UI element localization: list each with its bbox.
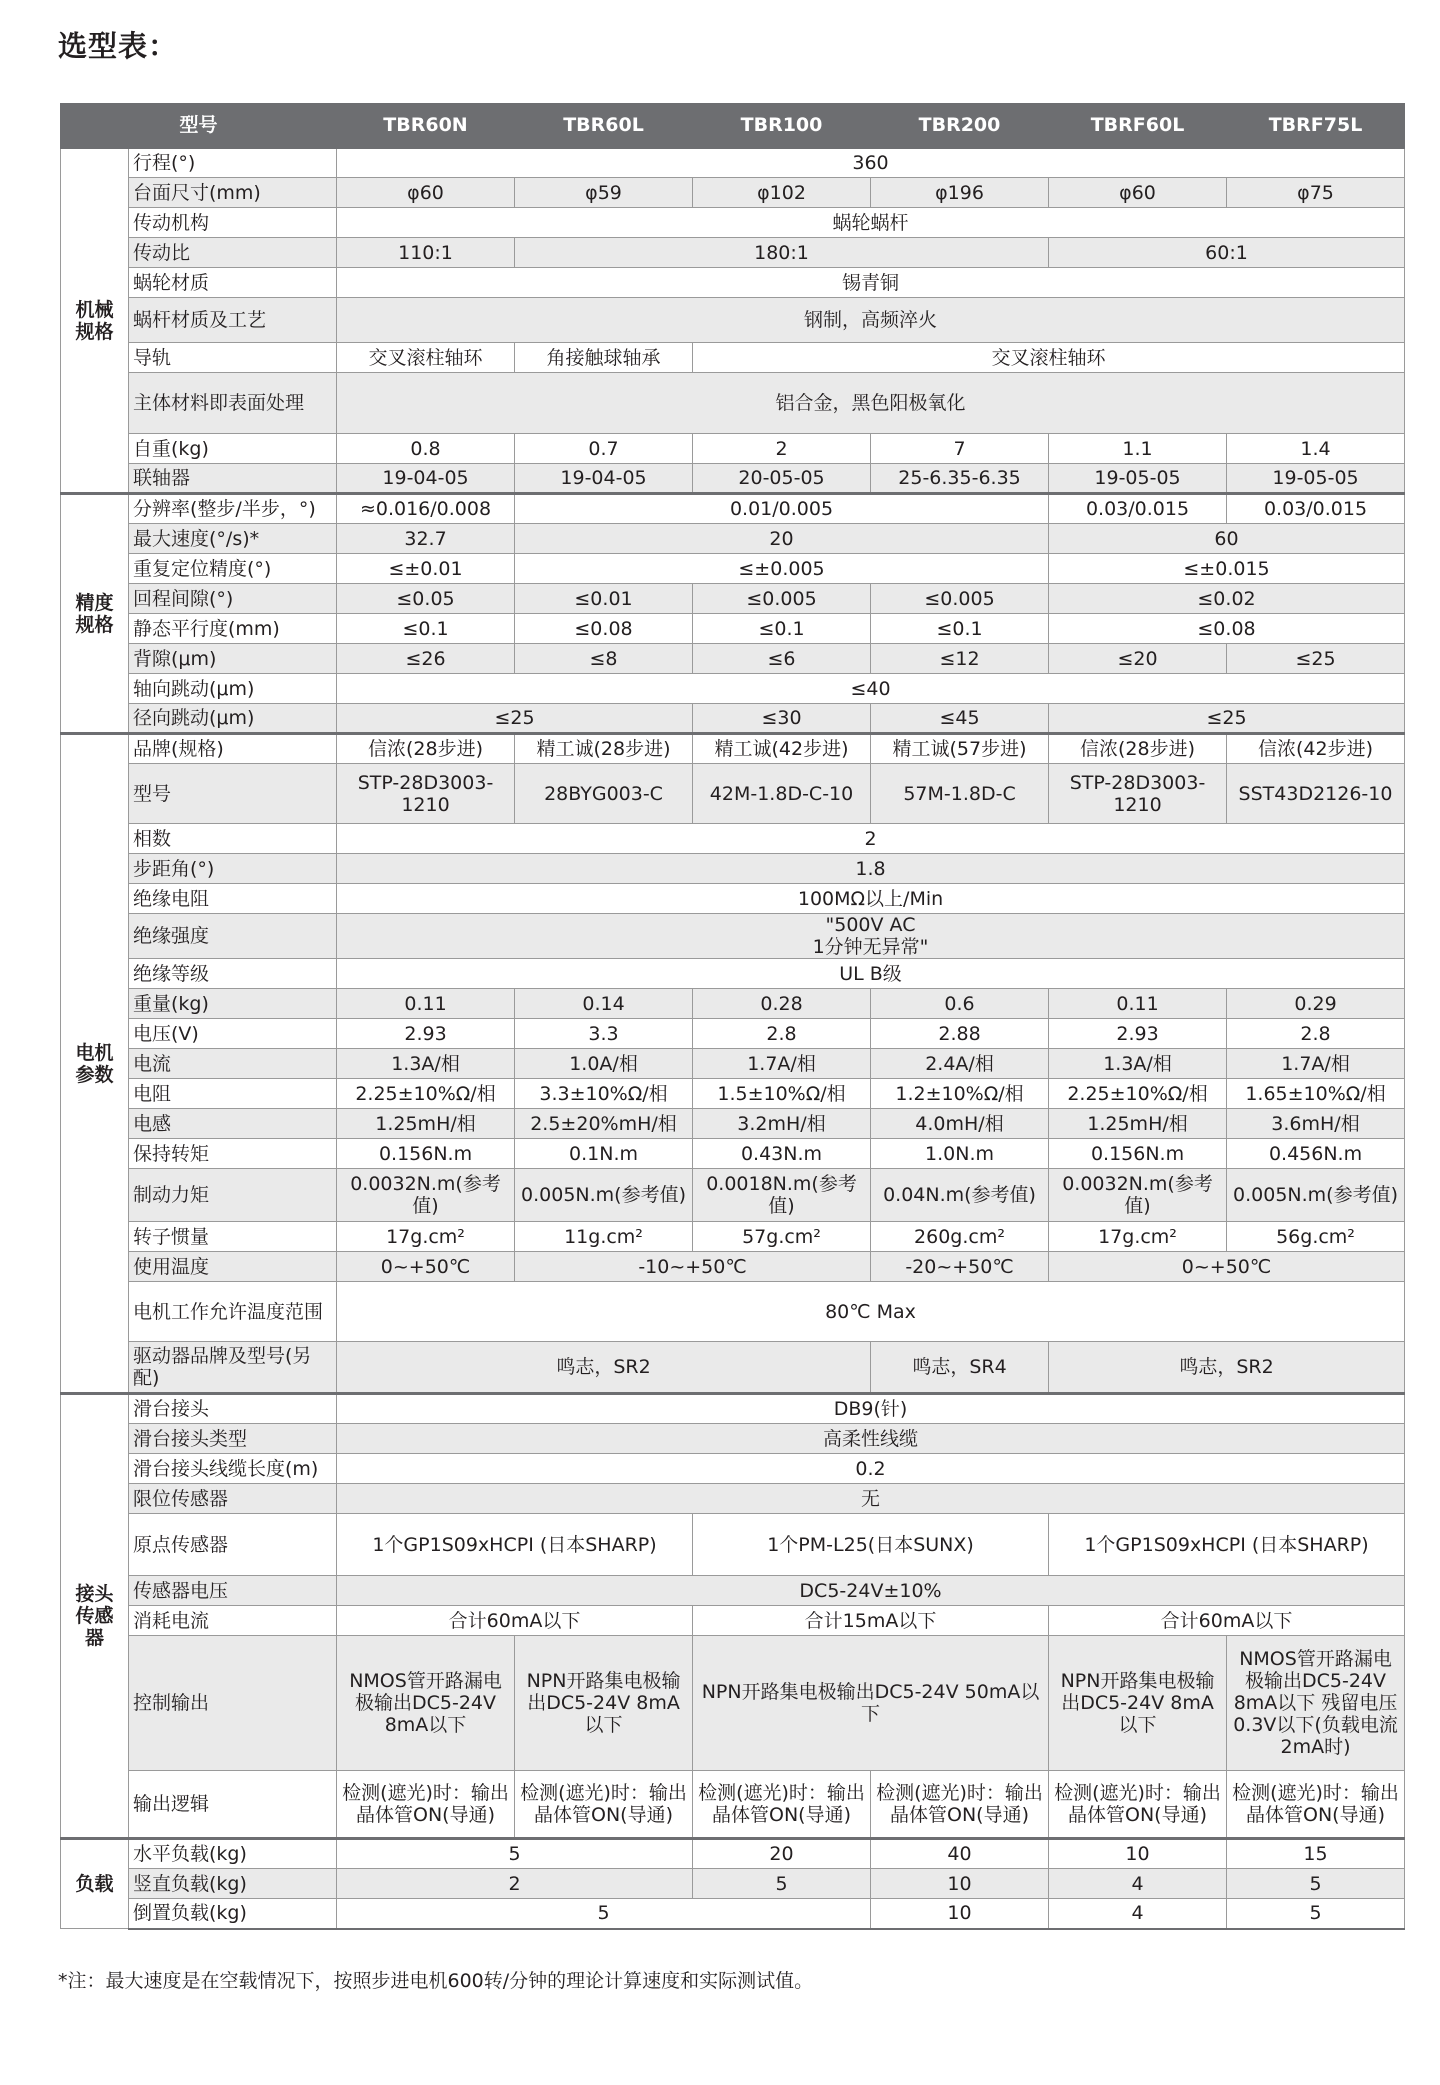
table-cell: 合计60mA以下 xyxy=(1049,1606,1405,1636)
table-cell: 0.29 xyxy=(1227,989,1405,1019)
row-label: 背隙(μm) xyxy=(129,644,337,674)
row-label: 驱动器品牌及型号(另配) xyxy=(129,1342,337,1394)
table-cell: NPN开路集电极输出DC5-24V 8mA以下 xyxy=(1049,1636,1227,1771)
table-row xyxy=(61,704,1405,734)
table-cell: ≤±0.015 xyxy=(1049,554,1405,584)
table-cell: 1.3A/相 xyxy=(337,1049,515,1079)
table-row xyxy=(61,1424,1405,1454)
table-cell: 角接触球轴承 xyxy=(515,343,693,373)
table-cell: 60:1 xyxy=(1049,238,1405,268)
row-label: 转子惯量 xyxy=(129,1222,337,1252)
table-row xyxy=(61,1019,1405,1049)
page-title: 选型表： xyxy=(58,29,179,63)
table-cell: 19-04-05 xyxy=(515,464,693,494)
table-cell: NMOS管开路漏电极输出DC5-24V 8mA以下 xyxy=(337,1636,515,1771)
table-cell: STP-28D3003-1210 xyxy=(1049,764,1227,824)
table-cell: 25-6.35-6.35 xyxy=(871,464,1049,494)
table-row xyxy=(61,178,1405,208)
table-cell: 信浓(28步进) xyxy=(337,734,515,764)
section-name: 负载 xyxy=(61,1839,129,1929)
table-cell: 20-05-05 xyxy=(693,464,871,494)
table-cell: 110:1 xyxy=(337,238,515,268)
table-cell: 无 xyxy=(337,1484,1405,1514)
row-label: 相数 xyxy=(129,824,337,854)
table-cell: ≤25 xyxy=(1227,644,1405,674)
table-row xyxy=(61,373,1405,434)
row-label: 传动机构 xyxy=(129,208,337,238)
row-label: 自重(kg) xyxy=(129,434,337,464)
table-cell: 检测(遮光)时：输出晶体管ON(导通) xyxy=(1227,1771,1405,1839)
table-cell: 铝合金，黑色阳极氧化 xyxy=(337,373,1405,434)
table-cell: ≤6 xyxy=(693,644,871,674)
row-label: 绝缘强度 xyxy=(129,914,337,959)
table-row xyxy=(61,148,1405,178)
header-model: TBR60L xyxy=(515,104,693,148)
row-label: 绝缘等级 xyxy=(129,959,337,989)
table-cell: 钢制，高频淬火 xyxy=(337,298,1405,343)
table-cell: 0.7 xyxy=(515,434,693,464)
table-cell: 3.6mH/相 xyxy=(1227,1109,1405,1139)
table-cell: 合计15mA以下 xyxy=(693,1606,1049,1636)
table-row xyxy=(61,1109,1405,1139)
table-cell: 0.156N.m xyxy=(337,1139,515,1169)
row-label: 联轴器 xyxy=(129,464,337,494)
table-cell: 28BYG003-C xyxy=(515,764,693,824)
table-row xyxy=(61,824,1405,854)
table-cell: 80℃ Max xyxy=(337,1282,1405,1342)
table-cell: 0~+50℃ xyxy=(337,1252,515,1282)
table-cell: 1.4 xyxy=(1227,434,1405,464)
table-cell: 1.0N.m xyxy=(871,1139,1049,1169)
table-row xyxy=(61,1636,1405,1771)
table-row xyxy=(61,989,1405,1019)
row-label: 蜗杆材质及工艺 xyxy=(129,298,337,343)
row-label: 消耗电流 xyxy=(129,1606,337,1636)
table-cell: 5 xyxy=(1227,1899,1405,1929)
table-row xyxy=(61,268,1405,298)
table-cell: 2.4A/相 xyxy=(871,1049,1049,1079)
table-cell: 2 xyxy=(693,434,871,464)
table-cell: 1个GP1S09xHCPI (日本SHARP) xyxy=(1049,1514,1405,1576)
table-cell: 0.005N.m(参考值) xyxy=(515,1169,693,1222)
table-row xyxy=(61,734,1405,764)
row-label: 控制输出 xyxy=(129,1636,337,1771)
table-cell: 0.11 xyxy=(337,989,515,1019)
table-cell: 1.8 xyxy=(337,854,1405,884)
table-row xyxy=(61,1049,1405,1079)
section-1 xyxy=(61,494,1405,734)
table-cell: 0.456N.m xyxy=(1227,1139,1405,1169)
table-cell: 检测(遮光)时：输出晶体管ON(导通) xyxy=(1049,1771,1227,1839)
table-cell: STP-28D3003-1210 xyxy=(337,764,515,824)
section-4 xyxy=(61,1839,1405,1929)
row-label: 重量(kg) xyxy=(129,989,337,1019)
table-row xyxy=(61,464,1405,494)
table-cell: ≤45 xyxy=(871,704,1049,734)
table-cell: 0.0032N.m(参考值) xyxy=(1049,1169,1227,1222)
table-cell: ≤30 xyxy=(693,704,871,734)
table-cell: 检测(遮光)时：输出晶体管ON(导通) xyxy=(871,1771,1049,1839)
table-cell: 57M-1.8D-C xyxy=(871,764,1049,824)
table-row xyxy=(61,1169,1405,1222)
row-label: 输出逻辑 xyxy=(129,1771,337,1839)
row-label: 原点传感器 xyxy=(129,1514,337,1576)
table-cell: 0.2 xyxy=(337,1454,1405,1484)
table-cell: ≤0.1 xyxy=(693,614,871,644)
table-cell: 0.14 xyxy=(515,989,693,1019)
table-cell: 57g.cm² xyxy=(693,1222,871,1252)
table-cell: 0.0032N.m(参考值) xyxy=(337,1169,515,1222)
row-label: 型号 xyxy=(129,764,337,824)
table-cell: NMOS管开路漏电极输出DC5-24V 8mA以下 残留电压0.3V以下(负载电流2mA时) xyxy=(1227,1636,1405,1771)
header-model: TBR60N xyxy=(337,104,515,148)
table-row xyxy=(61,914,1405,959)
table-cell: 10 xyxy=(871,1899,1049,1929)
row-label: 滑台接头 xyxy=(129,1394,337,1424)
table-cell: 锡青铜 xyxy=(337,268,1405,298)
table-row xyxy=(61,674,1405,704)
table-cell: ≤12 xyxy=(871,644,1049,674)
table-cell: ≤0.005 xyxy=(693,584,871,614)
table-cell: ≤0.01 xyxy=(515,584,693,614)
table-cell: 2.25±10%Ω/相 xyxy=(1049,1079,1227,1109)
table-cell: φ75 xyxy=(1227,178,1405,208)
table-cell: 5 xyxy=(1227,1869,1405,1899)
table-cell: 4 xyxy=(1049,1899,1227,1929)
table-cell: 360 xyxy=(337,148,1405,178)
table-cell: 60 xyxy=(1049,524,1405,554)
table-cell: φ102 xyxy=(693,178,871,208)
table-cell: 蜗轮蜗杆 xyxy=(337,208,1405,238)
table-cell: 3.3 xyxy=(515,1019,693,1049)
table-cell: ≈0.016/0.008 xyxy=(337,494,515,524)
table-row xyxy=(61,644,1405,674)
table-cell: 鸣志，SR2 xyxy=(337,1342,871,1394)
row-label: 绝缘电阻 xyxy=(129,884,337,914)
table-cell: 2 xyxy=(337,1869,693,1899)
table-row xyxy=(61,1454,1405,1484)
table-row xyxy=(61,1514,1405,1576)
table-cell: φ60 xyxy=(1049,178,1227,208)
table-row xyxy=(61,584,1405,614)
table-cell: 0.005N.m(参考值) xyxy=(1227,1169,1405,1222)
table-cell: UL B级 xyxy=(337,959,1405,989)
section-0 xyxy=(61,148,1405,494)
row-label: 电阻 xyxy=(129,1079,337,1109)
table-row xyxy=(61,1282,1405,1342)
row-label: 行程(°) xyxy=(129,148,337,178)
table-cell: 0.03/0.015 xyxy=(1227,494,1405,524)
table-cell: -20~+50℃ xyxy=(871,1252,1049,1282)
table-row xyxy=(61,1576,1405,1606)
table-cell: ≤26 xyxy=(337,644,515,674)
table-cell: 40 xyxy=(871,1839,1049,1869)
table-cell: 2.8 xyxy=(1227,1019,1405,1049)
table-cell: DB9(针) xyxy=(337,1394,1405,1424)
table-cell: 19-05-05 xyxy=(1049,464,1227,494)
row-label: 静态平行度(mm) xyxy=(129,614,337,644)
table-cell: 20 xyxy=(515,524,1049,554)
row-label: 品牌(规格) xyxy=(129,734,337,764)
table-cell: 19-05-05 xyxy=(1227,464,1405,494)
table-cell: 2.5±20%mH/相 xyxy=(515,1109,693,1139)
table-cell: 15 xyxy=(1227,1839,1405,1869)
table-cell: 2 xyxy=(337,824,1405,854)
table-cell: 0.28 xyxy=(693,989,871,1019)
table-cell: ≤40 xyxy=(337,674,1405,704)
table-row xyxy=(61,1342,1405,1394)
table-cell: 5 xyxy=(337,1899,871,1929)
table-cell: 1.65±10%Ω/相 xyxy=(1227,1079,1405,1109)
table-row xyxy=(61,1222,1405,1252)
row-label: 电压(V) xyxy=(129,1019,337,1049)
table-cell: 3.3±10%Ω/相 xyxy=(515,1079,693,1109)
table-cell: 11g.cm² xyxy=(515,1222,693,1252)
table-cell: 20 xyxy=(693,1839,871,1869)
row-label: 台面尺寸(mm) xyxy=(129,178,337,208)
table-cell: 0.1N.m xyxy=(515,1139,693,1169)
section-3 xyxy=(61,1394,1405,1839)
table-row xyxy=(61,1394,1405,1424)
table-cell: 交叉滚柱轴环 xyxy=(337,343,515,373)
table-cell: 信浓(42步进) xyxy=(1227,734,1405,764)
row-label: 分辨率(整步/半步，°) xyxy=(129,494,337,524)
table-cell: 0.04N.m(参考值) xyxy=(871,1169,1049,1222)
table-cell: ≤25 xyxy=(337,704,693,734)
table-cell: 1个GP1S09xHCPI (日本SHARP) xyxy=(337,1514,693,1576)
row-label: 传感器电压 xyxy=(129,1576,337,1606)
table-cell: 0.8 xyxy=(337,434,515,464)
table-cell: 17g.cm² xyxy=(1049,1222,1227,1252)
row-label: 滑台接头线缆长度(m) xyxy=(129,1454,337,1484)
table-cell: 鸣志，SR2 xyxy=(1049,1342,1405,1394)
table-cell: 信浓(28步进) xyxy=(1049,734,1227,764)
table-cell: SST43D2126-10 xyxy=(1227,764,1405,824)
row-label: 电流 xyxy=(129,1049,337,1079)
section-name: 精度 规格 xyxy=(61,494,129,734)
table-row xyxy=(61,238,1405,268)
table-cell: 5 xyxy=(337,1839,693,1869)
footnote: *注：最大速度是在空载情况下，按照步进电机600转/分钟的理论计算速度和实际测试值。 xyxy=(58,1970,814,1992)
table-cell: ≤20 xyxy=(1049,644,1227,674)
row-label: 重复定位精度(°) xyxy=(129,554,337,584)
table-row xyxy=(61,1899,1405,1929)
table-cell: 0.0018N.m(参考值) xyxy=(693,1169,871,1222)
header-model: TBRF75L xyxy=(1227,104,1405,148)
row-label: 轴向跳动(μm) xyxy=(129,674,337,704)
row-label: 回程间隙(°) xyxy=(129,584,337,614)
row-label: 竖直负载(kg) xyxy=(129,1869,337,1899)
section-name: 接头 传感 器 xyxy=(61,1394,129,1839)
table-row xyxy=(61,1839,1405,1869)
table-row xyxy=(61,1484,1405,1514)
table-cell: 2.93 xyxy=(337,1019,515,1049)
table-cell: φ60 xyxy=(337,178,515,208)
table-cell: ≤0.08 xyxy=(1049,614,1405,644)
table-cell: 10 xyxy=(1049,1839,1227,1869)
table-cell: ≤0.1 xyxy=(871,614,1049,644)
table-cell: DC5-24V±10% xyxy=(337,1576,1405,1606)
header-model: TBRF60L xyxy=(1049,104,1227,148)
table-cell: 7 xyxy=(871,434,1049,464)
table-row xyxy=(61,854,1405,884)
table-cell: 交叉滚柱轴环 xyxy=(693,343,1405,373)
table-cell: ≤±0.005 xyxy=(515,554,1049,584)
table-row xyxy=(61,1771,1405,1839)
header-model-label: 型号 xyxy=(61,104,337,148)
section-name: 电机 参数 xyxy=(61,734,129,1394)
table-row xyxy=(61,959,1405,989)
table-cell: ≤0.005 xyxy=(871,584,1049,614)
table-cell: -10~+50℃ xyxy=(515,1252,871,1282)
table-cell: 1.1 xyxy=(1049,434,1227,464)
table-cell: 2.88 xyxy=(871,1019,1049,1049)
table-cell: 2.25±10%Ω/相 xyxy=(337,1079,515,1109)
table-cell: NPN开路集电极输出DC5-24V 50mA以下 xyxy=(693,1636,1049,1771)
table-cell: φ59 xyxy=(515,178,693,208)
row-label: 滑台接头类型 xyxy=(129,1424,337,1454)
row-label: 使用温度 xyxy=(129,1252,337,1282)
table-cell: 10 xyxy=(871,1869,1049,1899)
table-cell: 1.0A/相 xyxy=(515,1049,693,1079)
table-cell: 检测(遮光)时：输出晶体管ON(导通) xyxy=(693,1771,871,1839)
table-cell: 1.5±10%Ω/相 xyxy=(693,1079,871,1109)
header-model: TBR200 xyxy=(871,104,1049,148)
table-cell: 4.0mH/相 xyxy=(871,1109,1049,1139)
table-row xyxy=(61,298,1405,343)
section-name: 机械 规格 xyxy=(61,148,129,494)
table-cell: 鸣志，SR4 xyxy=(871,1342,1049,1394)
table-cell: 2.93 xyxy=(1049,1019,1227,1049)
table-cell: ≤±0.01 xyxy=(337,554,515,584)
table-row xyxy=(61,343,1405,373)
table-cell: 1.7A/相 xyxy=(693,1049,871,1079)
table-cell: 180:1 xyxy=(515,238,1049,268)
table-cell: 1.25mH/相 xyxy=(337,1109,515,1139)
row-label: 蜗轮材质 xyxy=(129,268,337,298)
table-cell: 1.7A/相 xyxy=(1227,1049,1405,1079)
row-label: 电感 xyxy=(129,1109,337,1139)
header-row xyxy=(61,104,1405,148)
table-cell: 0.11 xyxy=(1049,989,1227,1019)
table-cell: 检测(遮光)时：输出晶体管ON(导通) xyxy=(337,1771,515,1839)
header-model: TBR100 xyxy=(693,104,871,148)
table-cell: ≤25 xyxy=(1049,704,1405,734)
table-cell: 0.43N.m xyxy=(693,1139,871,1169)
table-cell: 高柔性线缆 xyxy=(337,1424,1405,1454)
table-row xyxy=(61,764,1405,824)
selection-table xyxy=(60,103,1405,1930)
table-row xyxy=(61,208,1405,238)
table-cell: NPN开路集电极输出DC5-24V 8mA以下 xyxy=(515,1636,693,1771)
table-row xyxy=(61,1252,1405,1282)
table-cell: 2.8 xyxy=(693,1019,871,1049)
table-cell: ≤0.08 xyxy=(515,614,693,644)
table-row xyxy=(61,884,1405,914)
row-label: 水平负载(kg) xyxy=(129,1839,337,1869)
table-row xyxy=(61,1139,1405,1169)
section-2 xyxy=(61,734,1405,1394)
row-label: 步距角(°) xyxy=(129,854,337,884)
table-row xyxy=(61,1606,1405,1636)
table-cell: 1个PM-L25(日本SUNX) xyxy=(693,1514,1049,1576)
row-label: 导轨 xyxy=(129,343,337,373)
table-cell: ≤0.05 xyxy=(337,584,515,614)
table-row xyxy=(61,1869,1405,1899)
table-cell: 260g.cm² xyxy=(871,1222,1049,1252)
table-row xyxy=(61,434,1405,464)
row-label: 电机工作允许温度范围 xyxy=(129,1282,337,1342)
table-cell: 100MΩ以上/Min xyxy=(337,884,1405,914)
row-label: 保持转矩 xyxy=(129,1139,337,1169)
table-cell: 精工诚(57步进) xyxy=(871,734,1049,764)
table-cell: 0.01/0.005 xyxy=(515,494,1049,524)
table-cell: 检测(遮光)时：输出晶体管ON(导通) xyxy=(515,1771,693,1839)
table-cell: ≤8 xyxy=(515,644,693,674)
table-cell: 精工诚(28步进) xyxy=(515,734,693,764)
table-cell: 精工诚(42步进) xyxy=(693,734,871,764)
table-row xyxy=(61,554,1405,584)
table-row xyxy=(61,524,1405,554)
table-cell: 42M-1.8D-C-10 xyxy=(693,764,871,824)
table-cell: 32.7 xyxy=(337,524,515,554)
table-row xyxy=(61,494,1405,524)
row-label: 限位传感器 xyxy=(129,1484,337,1514)
row-label: 制动力矩 xyxy=(129,1169,337,1222)
table-cell: φ196 xyxy=(871,178,1049,208)
table-cell: "500V AC 1分钟无异常" xyxy=(337,914,1405,959)
table-cell: 0.03/0.015 xyxy=(1049,494,1227,524)
table-cell: 17g.cm² xyxy=(337,1222,515,1252)
table-cell: ≤0.02 xyxy=(1049,584,1405,614)
row-label: 径向跳动(μm) xyxy=(129,704,337,734)
table-cell: 0~+50℃ xyxy=(1049,1252,1405,1282)
table-cell: 0.156N.m xyxy=(1049,1139,1227,1169)
table-cell: 19-04-05 xyxy=(337,464,515,494)
table-cell: 3.2mH/相 xyxy=(693,1109,871,1139)
table-cell: 1.2±10%Ω/相 xyxy=(871,1079,1049,1109)
table-cell: 1.3A/相 xyxy=(1049,1049,1227,1079)
table-row xyxy=(61,1079,1405,1109)
table-cell: 4 xyxy=(1049,1869,1227,1899)
table-cell: 5 xyxy=(693,1869,871,1899)
table-cell: 56g.cm² xyxy=(1227,1222,1405,1252)
table-cell: 0.6 xyxy=(871,989,1049,1019)
row-label: 传动比 xyxy=(129,238,337,268)
row-label: 倒置负载(kg) xyxy=(129,1899,337,1929)
row-label: 主体材料即表面处理 xyxy=(129,373,337,434)
table-cell: ≤0.1 xyxy=(337,614,515,644)
table-cell: 1.25mH/相 xyxy=(1049,1109,1227,1139)
table-cell: 合计60mA以下 xyxy=(337,1606,693,1636)
row-label: 最大速度(°/s)* xyxy=(129,524,337,554)
table-row xyxy=(61,614,1405,644)
